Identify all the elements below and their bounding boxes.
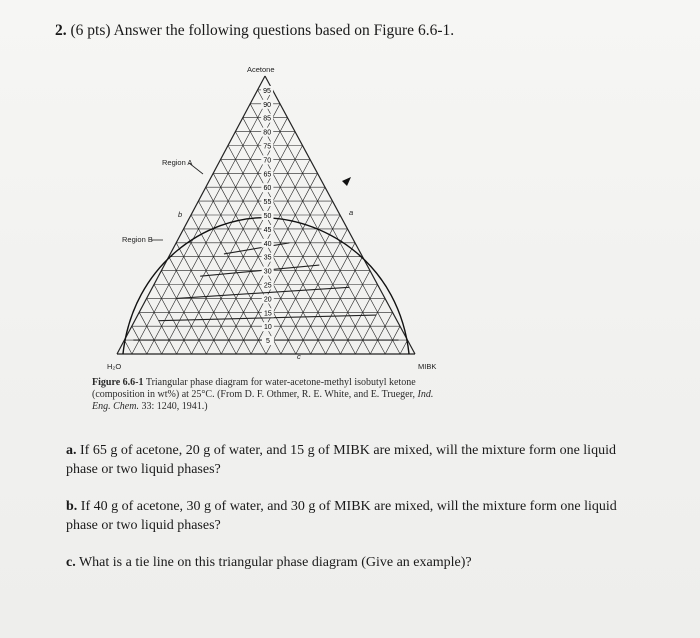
corner-label-mibk: MIBK <box>418 362 437 371</box>
question-number: 2. <box>55 22 67 39</box>
acetone-tick-label: 55 <box>263 199 272 207</box>
acetone-tick-label: 25 <box>263 282 272 290</box>
point-label-b: b <box>178 210 183 219</box>
question-c <box>66 553 626 572</box>
acetone-tick-label: 75 <box>263 143 272 151</box>
question-a-letter: a. <box>66 443 77 458</box>
acetone-tick-label: 50 <box>263 213 272 220</box>
tie-line <box>224 240 290 254</box>
caption-text: Triangular phase diagram for water-acetone-methyl isobutyl ketone (composition in wt%) at 25°C. (From D. F. Othmer, R. E. White, and E. Trueger, <box>92 377 418 400</box>
acetone-tick-label: 85 <box>263 115 272 123</box>
figure-caption <box>92 377 452 413</box>
acetone-tick-label: 20 <box>263 296 272 304</box>
apex-label-acetone: Acetone <box>247 65 275 74</box>
grid-line-water <box>154 285 192 355</box>
caption-title: Figure 6.6-1 <box>92 377 144 388</box>
grid-line-water <box>124 340 131 354</box>
question-b-letter: b. <box>66 499 78 514</box>
arrow-marker-icon <box>342 177 351 186</box>
question-header <box>55 22 454 40</box>
question-a <box>66 441 626 479</box>
acetone-tick-label: 45 <box>263 226 272 234</box>
region-a-label: Region A <box>162 158 193 167</box>
acetone-tick-label: 90 <box>263 101 271 109</box>
acetone-tick-label: 35 <box>263 254 272 262</box>
acetone-tick-label: 15 <box>263 310 272 318</box>
ternary-diagram <box>85 62 455 380</box>
question-a-text: If 65 g of acetone, 20 g of water, and 15 g of MIBK are mixed, will the mixture form one liquid phase or two liquid phases? <box>66 443 616 477</box>
acetone-tick-label: 10 <box>264 324 272 332</box>
point-label-c: c <box>297 352 301 361</box>
grid-line-mibk <box>311 257 363 354</box>
acetone-tick-label: 95 <box>263 87 271 95</box>
acetone-tick-label: 40 <box>263 240 272 248</box>
grid-line-water <box>184 229 252 354</box>
question-c-letter: c. <box>66 555 76 570</box>
grid-line-water <box>228 143 341 355</box>
phase-diagram-figure <box>85 62 455 380</box>
region-b-label: Region B <box>122 235 153 244</box>
caption-journal: Ind. Eng. Chem. <box>92 389 434 412</box>
acetone-tick-label: 60 <box>263 185 272 193</box>
grid-line-mibk <box>341 285 378 355</box>
question-text: Answer the following questions based on Figure 6.6-1. <box>113 22 455 39</box>
acetone-tick-label: 30 <box>263 268 272 276</box>
grid-line-water <box>258 87 401 354</box>
point-label-a: a <box>349 208 354 217</box>
question-b-text: If 40 g of acetone, 30 g of water, and 30 g of MIBK are mixed, will the mixture form one liquid phase or two liquid phases? <box>66 499 617 533</box>
corner-label-water: H₂O <box>107 362 122 371</box>
caption-end: 33: 1240, 1941.) <box>138 401 208 412</box>
question-c-text: What is a tie line on this triangular phase diagram (Give an example)? <box>78 555 472 570</box>
grid-line-mibk <box>400 340 407 354</box>
acetone-tick-label: 70 <box>263 157 272 165</box>
grid-line-mibk <box>132 87 273 354</box>
acetone-tick-label: 80 <box>263 129 272 137</box>
acetone-tick-label: 5 <box>265 338 270 346</box>
acetone-tick-label: 65 <box>263 171 272 179</box>
grid-line-water <box>169 257 222 354</box>
question-b <box>66 497 626 535</box>
question-points: (6 pts) <box>70 22 111 39</box>
